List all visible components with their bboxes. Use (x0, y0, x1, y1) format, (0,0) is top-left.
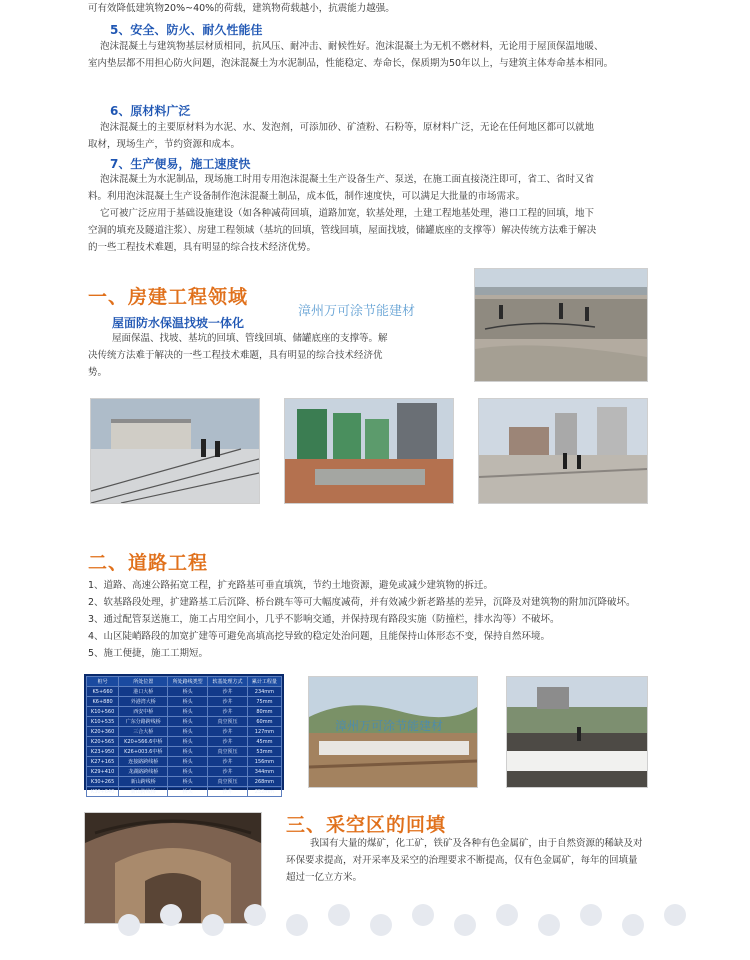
table-cell: K30+640 (87, 787, 119, 797)
table-row (87, 787, 282, 797)
table-cell: 桥头 (168, 737, 208, 747)
table-row (87, 717, 282, 727)
table-cell: K29+410 (87, 767, 119, 777)
section1-subtitle: 屋面防水保温找坡一体化 (112, 316, 245, 330)
table-cell: 沙井 (208, 737, 248, 747)
road-photo-watermark: 漳州万可涂节能建材 (335, 719, 444, 733)
paragraph-safety-2: 室内垫层都不用担心防火问题，泡沫混凝土为水泥制品，性能稳定、寿命长，保质期为50年以上，与建筑主体寿命基本相同。 (88, 58, 614, 69)
table-row (87, 687, 282, 697)
table-cell: 连接路跨线桥 (119, 757, 168, 767)
table-cell: 沙井 (208, 687, 248, 697)
table-cell: 沙井 (208, 697, 248, 707)
section2-item-1: 1、道路、高速公路拓宽工程，扩充路基可垂直填筑，节约土地资源，避免或减少建筑物的拆迁。 (88, 580, 494, 591)
table-cell: 桥头 (168, 717, 208, 727)
section3-body-2: 环保要求提高，对开采率及采空的治理要求不断提高，仅有色金属矿，每年的回填量 (286, 855, 638, 866)
table-cell: 三合大桥 (119, 727, 168, 737)
section2-item-3: 3、通过配管泵送施工，施工占用空间小，几乎不影响交通，并保持现有路段实施（防撞栏，排水沟等）不破坏。 (88, 614, 560, 625)
table-cell: K20+360 (87, 727, 119, 737)
section2-title: 二、道路工程 (88, 552, 209, 574)
table-cell: 桥头 (168, 777, 208, 787)
section1-title: 一、房建工程领域 (88, 286, 249, 308)
paragraph-prod-5: 的一些工程技术难题，具有明显的综合技术经济优势。 (88, 242, 317, 253)
table-cell: 沙井 (208, 787, 248, 797)
road-photo-1 (308, 676, 478, 788)
section2-item-4: 4、山区陡峭路段的加宽扩建等可避免高填高挖导致的稳定处治问题，且能保持山体形态不变，保持自然环境。 (88, 631, 551, 642)
table-cell: K26+003.6中桥 (119, 747, 168, 757)
paragraph-raw-1: 泡沫混凝土的主要原材料为水泥、水、发泡剂，可添加砂、矿渣粉、石粉等，原材料广泛，无论在任何地区都可以就地 (100, 122, 595, 133)
table-row (87, 697, 282, 707)
section1-body-3: 势。 (88, 367, 108, 378)
table-cell: 真空预压 (208, 777, 248, 787)
paragraph-prod-2: 料。利用泡沫混凝土生产设备制作泡沫混凝土制品，成本低，制作速度快，可以满足大批量的市场需求。 (88, 191, 526, 202)
section3-body-1: 我国有大量的煤矿，化工矿，铁矿及各种有色金属矿，由于自然资源的稀缺及对 (310, 838, 643, 849)
table-header: 所处路线类型 (168, 677, 208, 687)
table-cell: 港口大桥 (119, 687, 168, 697)
table-cell: 桥头 (168, 747, 208, 757)
section3-title: 三、采空区的回填 (286, 814, 447, 836)
table-cell: K30+265 (87, 777, 119, 787)
table-cell: 80mm (247, 707, 281, 717)
paragraph-raw-2: 取材，现场生产，节约资源和成本。 (88, 139, 241, 150)
table-cell: 新山跨线桥 (119, 787, 168, 797)
section1-body-2: 决传统方法难于解决的一些工程技术难题，具有明显的综合技术经济优 (88, 350, 383, 361)
section3-body-3: 超过一亿立方米。 (286, 872, 363, 883)
table-cell: 桥头 (168, 697, 208, 707)
table-cell: 真空预压 (208, 717, 248, 727)
table-header: 所处位置 (119, 677, 168, 687)
table-cell: 广东分路跨线桥 (119, 717, 168, 727)
table-cell: 268mm (247, 777, 281, 787)
table-cell: 沙井 (208, 757, 248, 767)
settlement-table (84, 674, 284, 795)
site-photo-2 (284, 398, 454, 504)
table-row (87, 707, 282, 717)
road-photo-2 (506, 676, 648, 788)
heading-raw-materials: 6、原材料广泛 (110, 104, 191, 118)
table-cell: 156mm (247, 757, 281, 767)
section2-item-2: 2、软基路段处理，扩建路基工后沉降、桥台跳车等可大幅度减荷，并有效减少新老路基的差异，沉降及对建筑物的附加沉降破坏。 (88, 597, 636, 608)
table-cell: K10+535 (87, 717, 119, 727)
table-cell: K20+565 (87, 737, 119, 747)
table-row (87, 737, 282, 747)
table-cell: K6+880 (87, 697, 119, 707)
heading-production: 7、生产便易，施工速度快 (110, 157, 251, 171)
table-cell: 西安中桥 (119, 707, 168, 717)
table-header: 累计工程量 (247, 677, 281, 687)
table-cell: 桥头 (168, 757, 208, 767)
table-cell: 真空预压 (208, 747, 248, 757)
table-cell: 45mm (247, 737, 281, 747)
table-cell: 桥头 (168, 687, 208, 697)
table-cell: 60mm (247, 717, 281, 727)
settlement-table-grid (86, 676, 282, 797)
table-cell: 127mm (247, 727, 281, 737)
table-cell: 沙井 (208, 707, 248, 717)
paragraph-prod-3: 它可被广泛应用于基础设施建设（如各种减荷回填，道路加宽，软基处理，土建工程地基处理，港口工程的回填，地下 (100, 208, 595, 219)
table-cell: K20+566.6中桥 (119, 737, 168, 747)
table-cell: 外港湾大桥 (119, 697, 168, 707)
table-cell: 桥头 (168, 767, 208, 777)
section2-item-5: 5、施工便捷，施工工期短。 (88, 648, 209, 659)
roof-pouring-photo (474, 268, 648, 382)
table-cell: K10+560 (87, 707, 119, 717)
table-cell: 桥头 (168, 707, 208, 717)
table-cell: 沙井 (208, 767, 248, 777)
table-cell: 344mm (247, 767, 281, 777)
table-header: 桩号 (87, 677, 119, 687)
table-cell: 龙湖路跨线桥 (119, 767, 168, 777)
table-row (87, 757, 282, 767)
paragraph-safety-1: 泡沫混凝土与建筑物基层材质相同，抗风压、耐冲击、耐候性好。泡沫混凝土为无机不燃材料，无论用于屋顶保温地暖、 (100, 41, 604, 52)
site-photo-3 (478, 398, 648, 504)
table-row (87, 747, 282, 757)
table-cell: 沙井 (208, 727, 248, 737)
table-cell: K23+950 (87, 747, 119, 757)
table-cell: 新山跨线桥 (119, 777, 168, 787)
table-cell: 75mm (247, 697, 281, 707)
table-cell: 252mm (247, 787, 281, 797)
table-cell: 234mm (247, 687, 281, 697)
table-cell: 桥头 (168, 787, 208, 797)
heading-safety: 5、安全、防火、耐久性能佳 (110, 23, 263, 37)
table-row (87, 767, 282, 777)
table-row (87, 727, 282, 737)
table-cell: 53mm (247, 747, 281, 757)
section1-watermark: 漳州万可涂节能建材 (298, 304, 416, 319)
intro-top-line: 可有效降低建筑物20%~40%的荷载，建筑物荷载越小，抗震能力越强。 (88, 3, 395, 14)
table-cell: 桥头 (168, 727, 208, 737)
paragraph-prod-4: 空洞的填充及隧道注浆）、房建工程领域（基坑的回填，管线回填，屋面找坡，储罐底座的支撑等）解决传统方法难于解决 (88, 225, 597, 236)
paragraph-prod-1: 泡沫混凝土为水泥制品，现场施工时用专用泡沫混凝土生产设备生产、泵送，在施工面直接浇注即可，省工、省时又省 (100, 174, 595, 185)
table-cell: K27+165 (87, 757, 119, 767)
table-cell: K5+660 (87, 687, 119, 697)
table-row (87, 777, 282, 787)
site-photo-1 (90, 398, 260, 504)
section1-body-1: 屋面保温、找坡、基坑的回填、管线回填、储罐底座的支撑等。解 (112, 333, 388, 344)
table-header: 软基处理方式 (208, 677, 248, 687)
